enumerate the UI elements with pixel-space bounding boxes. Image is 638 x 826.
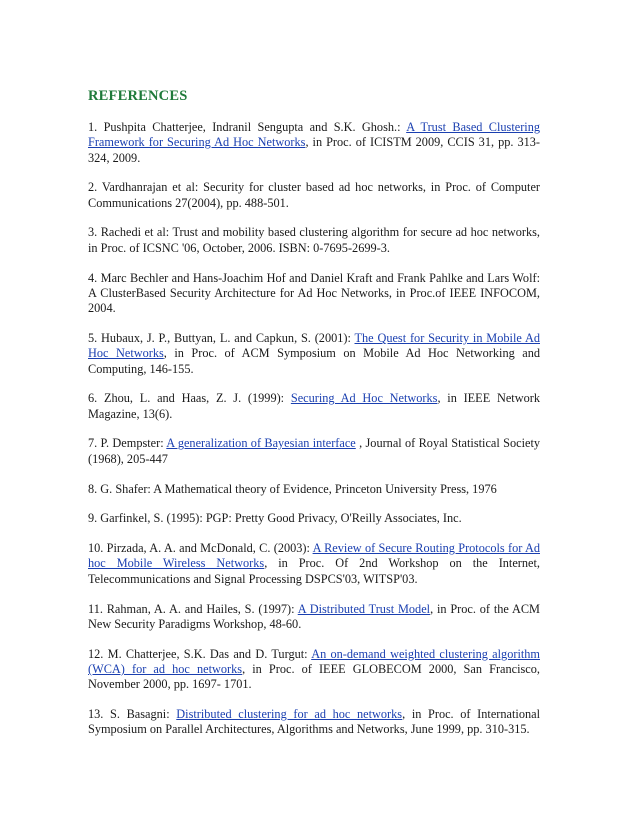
reference-item	[88, 331, 540, 377]
reference-item	[88, 511, 540, 526]
reference-item	[88, 225, 540, 256]
references-heading: REFERENCES	[88, 88, 188, 104]
reference-link[interactable]: A generalization of Bayesian interface	[166, 436, 356, 451]
reference-text: 5. Hubaux, J. P., Buttyan, L. and Capkun, S. (2001):	[88, 330, 355, 345]
reference-text: 9. Garfinkel, S. (1995): PGP: Pretty Good Privacy, O'Reilly Associates, Inc.	[88, 511, 462, 526]
reference-text: 13. S. Basagni:	[88, 707, 177, 722]
reference-list	[88, 120, 540, 752]
reference-item	[88, 180, 540, 211]
reference-text: 3. Rachedi et al: Trust and mobility based clustering algorithm for secure ad hoc networks, in Proc. of ICSNC '06, October, 2006. ISBN: 0-7695-2699-3.	[88, 225, 540, 255]
reference-item	[88, 541, 540, 587]
reference-text-tail: , in IEEE Network Magazine, 13(6).	[88, 391, 540, 421]
reference-text-tail: , Journal of Royal Statistical Society (1968), 205-447	[88, 436, 541, 466]
reference-item	[88, 482, 540, 497]
reference-text: 8. G. Shafer: A Mathematical theory of Evidence, Princeton University Press, 1976	[88, 481, 497, 496]
reference-link[interactable]: The Quest for Security in Mobile Ad Hoc Networks	[88, 330, 540, 361]
reference-text-tail: , in Proc. of International Symposium on Parallel Architectures, Algorithms and Networks, June 1999, pp. 310-315.	[88, 707, 540, 737]
reference-text: 2. Vardhanrajan et al: Security for cluster based ad hoc networks, in Proc. of Computer Communications 27(2004), pp. 488-501.	[88, 180, 540, 210]
reference-text: 11. Rahman, A. A. and Hailes, S. (1997):	[88, 601, 298, 616]
reference-text: 6. Zhou, L. and Haas, Z. J. (1999):	[88, 391, 291, 406]
reference-text-tail: , in Proc. of IEEE GLOBECOM 2000, San Francisco, November 2000, pp. 1697- 1701.	[88, 661, 540, 692]
reference-item	[88, 436, 540, 467]
reference-link[interactable]: A Trust Based Clustering Framework for Securing Ad Hoc Networks	[88, 120, 541, 150]
reference-item	[88, 271, 540, 317]
reference-text-tail: , in Proc. of ICISTM 2009, CCIS 31, pp. 313-324, 2009.	[88, 135, 540, 165]
reference-link[interactable]: Securing Ad Hoc Networks	[290, 391, 438, 406]
reference-item	[88, 707, 540, 738]
reference-text: 4. Marc Bechler and Hans-Joachim Hof and Daniel Kraft and Frank Pahlke and Lars Wolf: A ClusterBased Security Architecture for Ad Hoc Networks, in Proc.of IEEE INFOCOM, 2004.	[88, 270, 540, 316]
reference-link[interactable]: Distributed clustering for ad hoc networks	[176, 707, 403, 722]
reference-link[interactable]: An on-demand weighted clustering algorithm (WCA) for ad hoc networks	[88, 646, 540, 676]
reference-text: 7. P. Dempster:	[88, 436, 167, 451]
reference-text-tail: , in Proc. of ACM Symposium on Mobile Ad Hoc Networking and Computing, 146-155.	[88, 346, 540, 376]
reference-text: 10. Pirzada, A. A. and McDonald, C. (2003):	[88, 541, 313, 556]
reference-text-tail: , in Proc. Of 2nd Workshop on the Internet, Telecommunications and Signal Processing DSPCS'03, WITSP'03.	[88, 556, 540, 586]
reference-text: 1. Pushpita Chatterjee, Indranil Sengupta and S.K. Ghosh.:	[88, 120, 407, 134]
reference-item	[88, 647, 540, 693]
reference-item	[88, 391, 540, 422]
reference-link[interactable]: A Distributed Trust Model	[297, 601, 431, 616]
reference-text: 12. M. Chatterjee, S.K. Das and D. Turgut:	[88, 646, 312, 661]
reference-text-tail: , in Proc. of the ACM New Security Paradigms Workshop, 48-60.	[88, 601, 540, 631]
reference-item	[88, 120, 540, 166]
reference-item	[88, 602, 540, 633]
reference-link[interactable]: A Review of Secure Routing Protocols for Ad hoc Mobile Wireless Networks	[88, 541, 540, 571]
